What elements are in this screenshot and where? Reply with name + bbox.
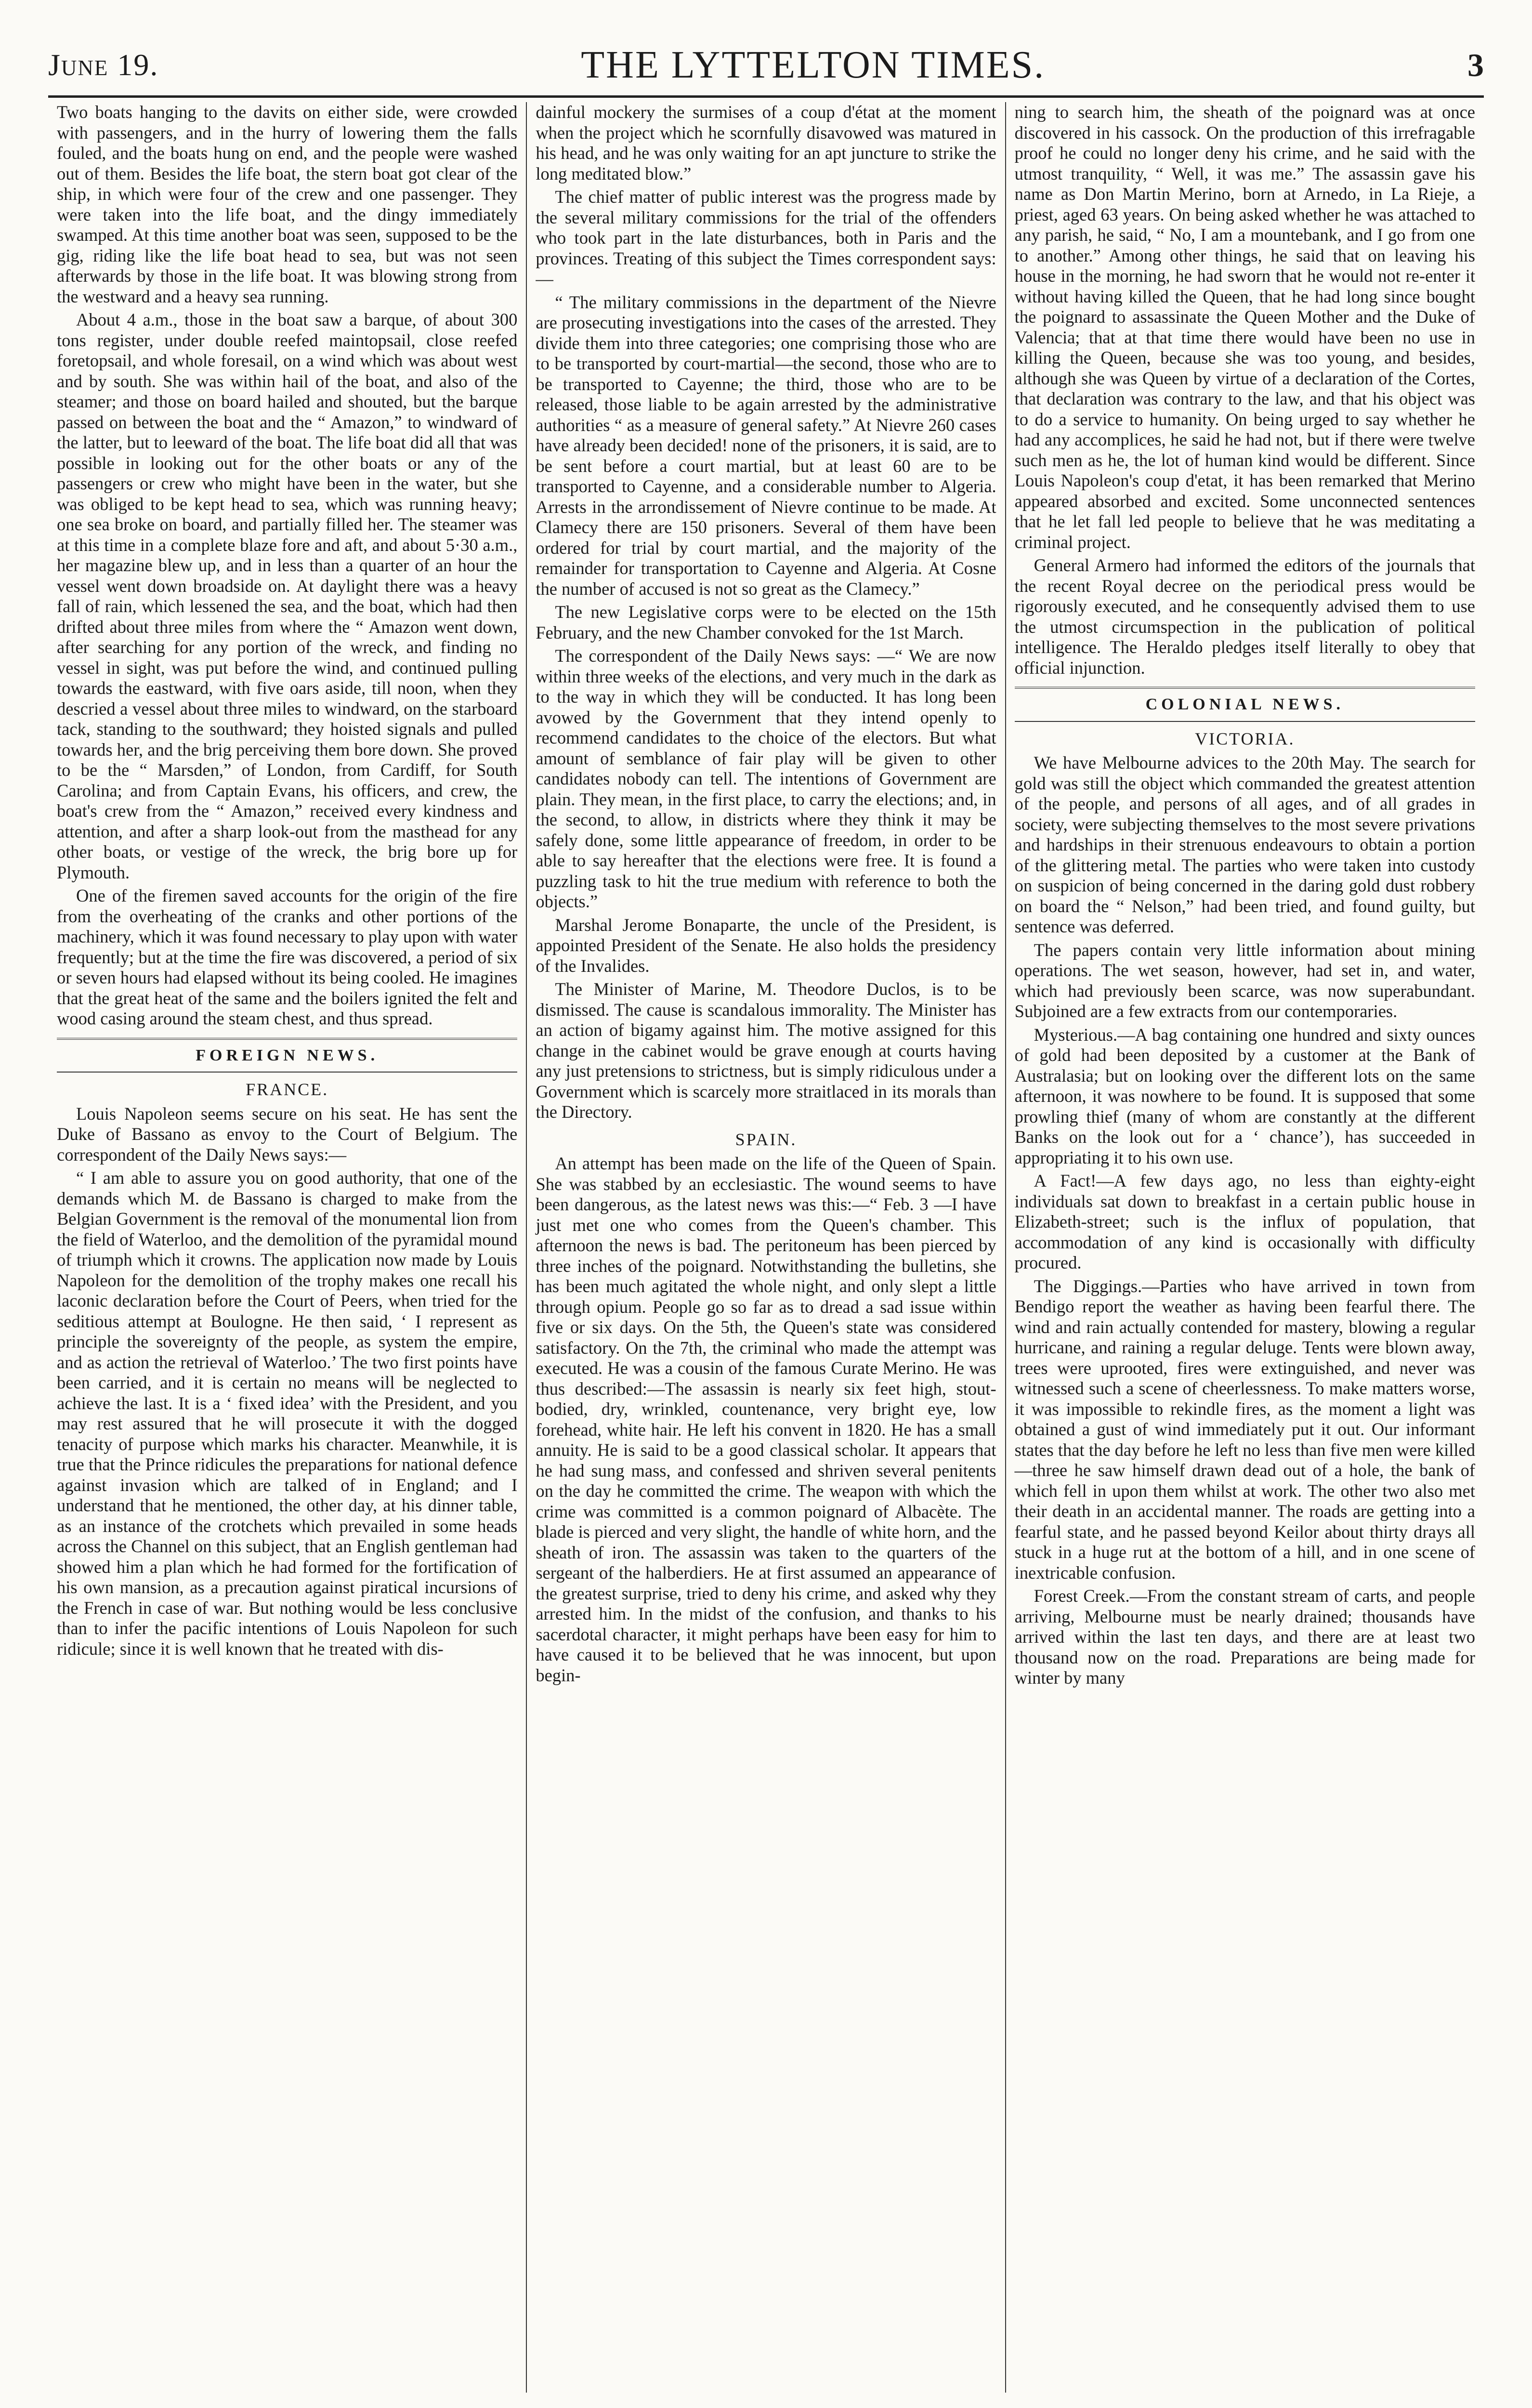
paragraph: General Armero had informed the editors of the journals that the recent Royal decree on the periodical press would be rigorously executed, and he consequently advised them to use the utmost circumspection in the publication of political intelligence. The Heraldo pledges itself literally to obey that official injunction.	[1014, 555, 1475, 678]
masthead-rule	[48, 95, 1484, 98]
section-heading-colonial-news: COLONIAL NEWS.	[1015, 687, 1475, 722]
column-2	[526, 102, 1005, 2393]
subheading-victoria: VICTORIA.	[1195, 729, 1295, 748]
subheading-france: FRANCE.	[246, 1080, 329, 1099]
paragraph: “ The military commissions in the department of the Nievre are prosecuting investigations into the cases of the arrested. They divide them into three categories; one comprising those who are to be transported by court-martial—the second, those who are to be transported to Cayenne; the third, those who are to be released, those liable to be again arrested by the administrative authorities “ as a measure of general safety.” At Nievre 260 cases have already been decided! none of the prisoners, it is said, are to be sent before a court martial, but at least 60 are to be transported to Cayenne, and a considerable number to Algeria. Arrests in the arrondissement of Nievre continue to be made. At Clamecy there are 150 prisoners. Several of them have been ordered for trial by court martial, and the majority of the remainder for transportation to Cayenne and Algeria. At Cosne the number of accused is not so great as the Clamecy.”	[536, 292, 996, 599]
paragraph: The Diggings.—Parties who have arrived in town from Bendigo report the weather as having been fearful there. The wind and rain actually contended for mastery, blowing a regular hurricane, and raining a regular deluge. Tents were blown away, trees were uprooted, fires were extinguished, and never was witnessed such a scene of cheerlessness. To make matters worse, it was impossible to rekindle fires, as the moment a light was obtained a gust of wind immediately put it out. Our informant states that the day before he left no less than five men were killed—three he saw himself drawn dead out of a hole, the bank of which fell in upon them whilst at work. The other two also met their death in an accidental manner. The roads are getting into a fearful state, and he passed beyond Keilor about thirty drays all stuck in a huge rut at the bottom of a hill, and in one scene of inextricable confusion.	[1014, 1276, 1475, 1583]
paragraph: Marshal Jerome Bonaparte, the uncle of the President, is appointed President of the Senate. He also holds the presidency of the Invalides.	[536, 915, 996, 976]
paragraph: Louis Napoleon seems secure on his seat. He has sent the Duke of Bassano as envoy to the Court of Belgium. The correspondent of the Daily News says:—	[57, 1103, 518, 1165]
paragraph: The new Legislative corps were to be elected on the 15th February, and the new Chamber convoked for the 1st March.	[536, 602, 996, 642]
paragraph: Forest Creek.—From the constant stream of carts, and people arriving, Melbourne must be nearly drained; thousands have arrived within the last ten days, and there are at least two thousand now on the road. Preparations are being made for winter by many	[1014, 1586, 1475, 1688]
column-3	[1005, 102, 1484, 2393]
article-columns	[48, 102, 1484, 2393]
paragraph: ning to search him, the sheath of the poignard was at once discovered in his cassock. On the production of this irrefragable proof he could no longer deny his crime, and he said with the utmost tranquility, “ Well, it was me.” The assassin gave his name as Don Martin Merino, born at Arnedo, in La Rieje, a priest, aged 63 years. On being asked whether he was attached to any parish, he said, “ No, I am a mountebank, and I go from one to another.” Among other things, he said that on leaving his house in the morning, he had sworn that he would not re-enter it without having killed the Queen, that he had long since bought the poignard to assassinate the Queen Mother and the Duke of Valencia; that at that time there would have been no use in killing the Queen, because she was too young, and besides, although she was Queen by virtue of a declaration of the Cortes, that declaration was contrary to the law, and that his object was to do a service to humanity. On being urged to say whether he had any accomplices, he said he had not, but if there were twelve such men as he, the lot of human kind would be different. Since Louis Napoleon's coup d'etat, it has been remarked that Merino appeared absorbed and excited. Some unconnected sentences that he let fall led people to believe that he was meditating a criminal project.	[1014, 102, 1475, 552]
issue-date: June 19.	[48, 48, 159, 82]
subheading-spain: SPAIN.	[735, 1129, 797, 1149]
paragraph: Mysterious.—A bag containing one hundred and sixty ounces of gold had been deposited by a customer at the Bank of Australasia; but on looking over the different lots on the same afternoon, it was nowhere to be found. It is supposed that some prowling thief (many of whom are constantly at the different Banks on the look out for a ‘ chance’), has succeeded in appropriating it to his own use.	[1014, 1024, 1475, 1167]
paragraph: About 4 a.m., those in the boat saw a barque, of about 300 tons register, under double reefed maintopsail, close reefed foretopsail, and whole foresail, on a wind which was about west and by south. She was within hail of the boat, and also of the steamer; and those on board hailed and shouted, but the barque passed on between the boat and the “ Amazon,” to windward of the latter, but to leeward of the boat. The life boat did all that was possible in looking out for the other boats or any of the passengers or crew who might have been in the water, but she was obliged to be kept head to sea, which was running heavy; one sea broke on board, and partially filled her. The steamer was at this time in a complete blaze fore and aft, and about 5·30 a.m., her magazine blew up, and in less than a quarter of an hour the vessel went down broadside on. At daylight there was a heavy fall of rain, which lessened the sea, and the boat, which had then drifted about three miles from where the “ Amazon went down, after searching for any portion of the wreck, and finding no vessel in sight, was put before the wind, and continued pulling towards the eastward, with five oars aside, till noon, when they descried a vessel about three miles to windward, on the starboard tack, standing to the southward; they hoisted signals and pulled towards her, and the brig perceiving them bore down. She proved to be the “ Marsden,” of London, from Cardiff, for South Carolina; and from Captain Evans, his officers, and crew, the boat's crew from the “ Amazon,” received every kindness and attention, and after a sharp look-out from the masthead for any other boats, or vestige of the wreck, the brig bore up for Plymouth.	[57, 310, 518, 882]
paragraph: “ I am able to assure you on good authority, that one of the demands which M. de Bassano is charged to make from the Belgian Government is the removal of the monumental lion from the field of Waterloo, and the demolition of the pyramidal mound of triumph which it crowns. The application now made by Louis Napoleon for the demolition of the trophy makes one recall his laconic declaration before the Court of Peers, when tried for the seditious attempt at Boulogne. He then said, ‘ I represent as principle the sovereignty of the people, as system the empire, and as action the retrieval of Waterloo.’ The two first points have been carried, and it is certain no means will be neglected to achieve the last. It is a ‘ fixed idea’ with the President, and you may rest assured that he will prosecute it with the dogged tenacity of purpose which marks his character. Meanwhile, it is true that the Prince ridicules the preparations for national defence against invasion which are talked of in England; and I understand that he mentioned, the other day, at his dinner table, as an instance of the crotchets which prevailed in some heads across the Channel on this subject, that an English gentleman had showed him a plan which he had formed for the fortification of his own mansion, as a precaution against piratical incursions of the French in case of war. But nothing would be less conclusive than to infer the pacific intentions of Louis Napoleon for such ridicule; since it is well known that he treated with dis-	[57, 1168, 518, 1659]
paragraph: Two boats hanging to the davits on either side, were crowded with passengers, and in the hurry of lowering them the falls fouled, and the boats hung on end, and the people were washed out of them. Besides the life boat, the stern boat got clear of the ship, in which were four of the crew and one passenger. They were taken into the life boat, and the dingy immediately swamped. At this time another boat was seen, supposed to be the gig, riding like the life boat head to sea, but was not seen afterwards by those in the life boat. It was blowing strong from the westward and a heavy sea running.	[57, 102, 518, 306]
masthead	[48, 39, 1484, 92]
section-heading-foreign-news: FOREIGN NEWS.	[57, 1038, 517, 1073]
paragraph: The Minister of Marine, M. Theodore Duclos, is to be dismissed. The cause is scandalous immorality. The Minister has an action of bigamy against him. The motive assigned for this change in the cabinet would be grave enough at courts having any just pretensions to strictness, but is simply ridiculous under a Government which is scarcely more straitlaced in its morals than the Directory.	[536, 979, 996, 1122]
paragraph: We have Melbourne advices to the 20th May. The search for gold was still the object which commanded the greatest attention of the people, and persons of all ages, and of all grades in society, were subjecting themselves to the most severe privations and hardships in their strenuous endeavours to obtain a portion of the glittering metal. The parties who were taken into custody on suspicion of being concerned in the daring gold dust robbery on board the “ Nelson,” had been tried, and found guilty, but sentence was deferred.	[1014, 753, 1475, 936]
paragraph: One of the firemen saved accounts for the origin of the fire from the overheating of the cranks and other portions of the machinery, which it was found necessary to play upon with water frequently; but at the time the fire was discovered, a period of six or seven hours had elapsed without its being cooled. He imagines that the great heat of the same and the boilers ignited the felt and wood casing around the steam chest, and thus spread.	[57, 886, 518, 1028]
page-number: 3	[1467, 46, 1484, 83]
paragraph: An attempt has been made on the life of the Queen of Spain. She was stabbed by an ecclesiastic. The wound seems to have been dangerous, as the latest news was this:—“ Feb. 3 —I have just met one who comes from the Queen's chamber. This afternoon the news is bad. The peritoneum has been pierced by three inches of the poignard. Notwithstanding the bulletins, she has been much agitated the whole night, and only slept a little through opium. People go so far as to dread a sad issue within five or six days. On the 5th, the Queen's state was considered satisfactory. On the 7th, the criminal who made the attempt was executed. He was a cousin of the famous Curate Merino. He was thus described:—The assassin is nearly six feet high, stout-bodied, dry, wrinkled, countenance, very bright eye, low forehead, white hair. He left his convent in 1820. He has a small annuity. He is said to be a good classical scholar. It appears that he had sung mass, and confessed and shriven several penitents on the day he committed the crime. The weapon with which the crime was committed is a common poignard of Albacète. The blade is pierced and very slight, the handle of white horn, and the sheath of iron. The assassin was taken to the quarters of the sergeant of the halberdiers. He at first assumed an appearance of the greatest surprise, tried to deny his crime, and asked why they arrested him. In the midst of the confusion, and thanks to his sacerdotal character, it might perhaps have been easy for him to have caused it to be believed that he was innocent, but upon begin-	[536, 1153, 996, 1685]
paragraph: The papers contain very little information about mining operations. The wet season, however, had set in, and water, which had previously been scarce, was now superabundant. Subjoined are a few extracts from our contemporaries.	[1014, 940, 1475, 1021]
paragraph: A Fact!—A few days ago, no less than eighty-eight individuals sat down to breakfast in a certain public house in Elizabeth-street; such is the influx of population, that accommodation of any kind is occasionally with difficulty procured.	[1014, 1171, 1475, 1272]
paragraph: dainful mockery the surmises of a coup d'état at the moment when the project which he scornfully disavowed was matured in his head, and he was only waiting for an apt juncture to strike the long meditated blow.”	[536, 102, 996, 183]
column-1	[48, 102, 526, 2393]
paragraph: The correspondent of the Daily News says: —“ We are now within three weeks of the elections, and very much in the dark as to the way in which they will be conducted. It has long been avowed by the Government that they intend openly to recommend candidates to the choice of the electors. But what amount of semblance of fair play will be given to other candidates nobody can tell. The intentions of Government are plain. They mean, in the first place, to carry the elections; and, in the second, to allow, in districts where they think it may be safely done, some little appearance of freedom, in order to be able to say hereafter that the elections were free. It is found a puzzling task to hit the true medium with reference to both the objects.”	[536, 646, 996, 911]
paragraph: The chief matter of public interest was the progress made by the several military commissions for the trial of the offenders who took part in the late disturbances, both in Paris and the provinces. Treating of this subject the Times correspondent says:—	[536, 187, 996, 288]
newspaper-title: THE LYTTELTON TIMES.	[581, 43, 1046, 86]
